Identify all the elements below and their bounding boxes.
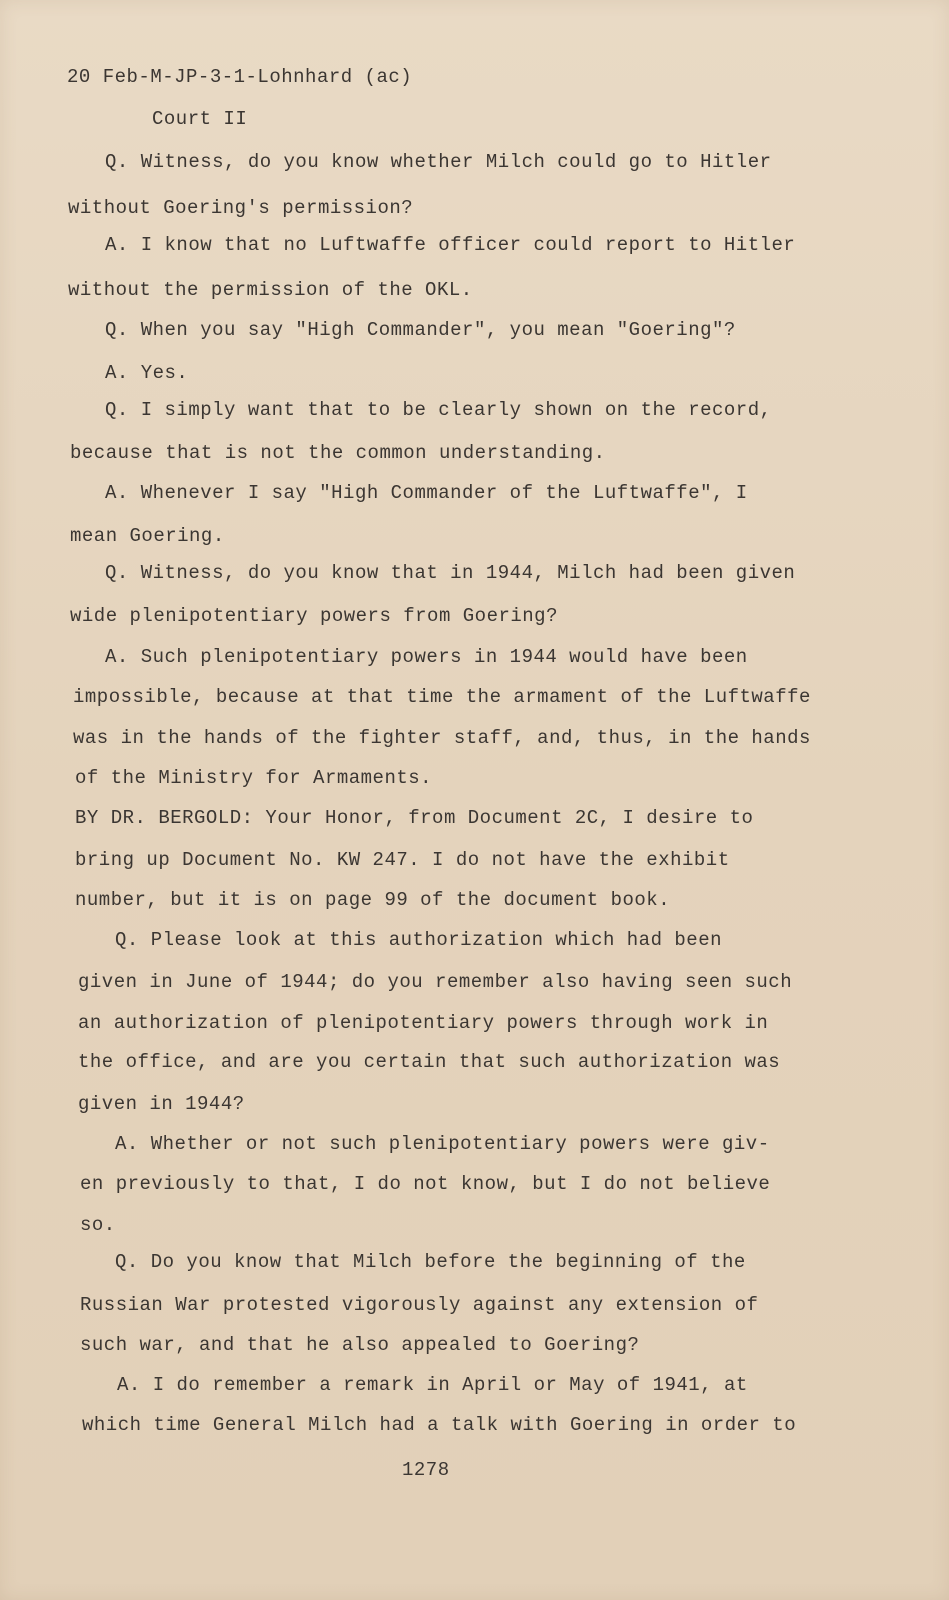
transcript-line: given in June of 1944; do you remember also having seen such: [78, 971, 793, 993]
transcript-line: A. I do remember a remark in April or May of 1941, at: [117, 1374, 748, 1396]
transcript-line: number, but it is on page 99 of the document book.: [75, 889, 671, 911]
transcript-line: A. Such plenipotentiary powers in 1944 would have been: [105, 646, 748, 668]
transcript-line: without Goering's permission?: [68, 197, 414, 219]
transcript-line: Russian War protested vigorously against any extension of: [80, 1294, 759, 1316]
page-number: 1278: [402, 1459, 450, 1481]
transcript-line: without the permission of the OKL.: [68, 279, 473, 301]
transcript-line: such war, and that he also appealed to Goering?: [80, 1334, 640, 1356]
transcript-line: of the Ministry for Armaments.: [75, 767, 433, 789]
transcript-line: A. Whether or not such plenipotentiary powers were giv-: [115, 1133, 770, 1155]
document-reference: 20 Feb-M-JP-3-1-Lohnhard (ac): [67, 66, 413, 88]
transcript-line: an authorization of plenipotentiary powers through work in: [78, 1012, 769, 1034]
transcript-line: Q. I simply want that to be clearly shown on the record,: [105, 399, 772, 421]
transcript-line: Q. Do you know that Milch before the beginning of the: [115, 1251, 746, 1273]
transcript-line: mean Goering.: [70, 525, 225, 547]
transcript-line: which time General Milch had a talk with Goering in order to: [82, 1414, 797, 1436]
transcript-line: A. Whenever I say "High Commander of the Luftwaffe", I: [105, 482, 748, 504]
transcript-line: A. Yes.: [105, 362, 189, 384]
transcript-line: given in 1944?: [78, 1093, 245, 1115]
transcript-line: en previously to that, I do not know, but I do not believe: [80, 1173, 771, 1195]
transcript-line: Q. Witness, do you know that in 1944, Milch had been given: [105, 562, 796, 584]
transcript-line: wide plenipotentiary powers from Goering?: [70, 605, 558, 627]
transcript-line: because that is not the common understanding.: [70, 442, 606, 464]
transcript-line: the office, and are you certain that such authorization was: [78, 1051, 781, 1073]
transcript-line: bring up Document No. KW 247. I do not have the exhibit: [75, 849, 730, 871]
transcript-line: was in the hands of the fighter staff, and, thus, in the hands: [73, 727, 811, 749]
transcript-line: A. I know that no Luftwaffe officer could report to Hitler: [105, 234, 796, 256]
transcript-line: impossible, because at that time the armament of the Luftwaffe: [73, 686, 811, 708]
transcript-line: Q. Please look at this authorization which had been: [115, 929, 722, 951]
transcript-line: Q. Witness, do you know whether Milch could go to Hitler: [105, 151, 772, 173]
transcript-line: BY DR. BERGOLD: Your Honor, from Document 2C, I desire to: [75, 807, 754, 829]
court-designation: Court II: [152, 108, 248, 130]
transcript-line: Q. When you say "High Commander", you mean "Goering"?: [105, 319, 736, 341]
transcript-line: so.: [80, 1214, 116, 1236]
